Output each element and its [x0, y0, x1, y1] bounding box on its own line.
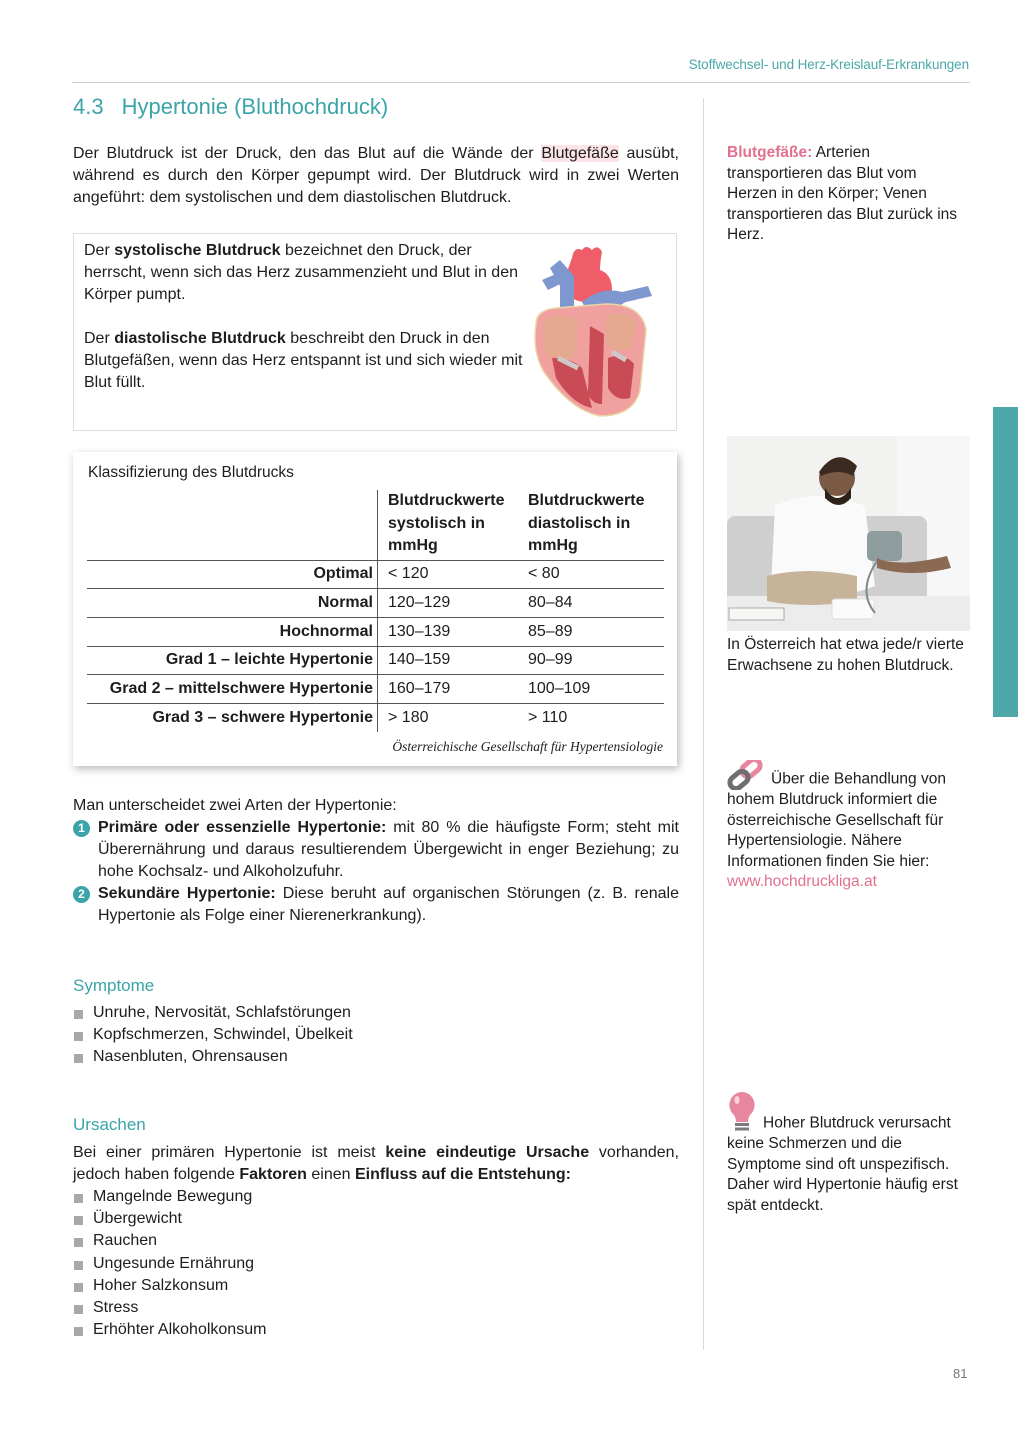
- types-list: [73, 817, 679, 927]
- list-item: Rauchen: [73, 1230, 473, 1252]
- systolic-value: 140–159: [378, 646, 519, 675]
- intro-text-1: Der Blutdruck ist der Druck, den das Blut auf die Wände der: [73, 145, 542, 162]
- running-head: Stoffwechsel- und Herz-Kreislauf-Erkrankungen: [688, 57, 969, 72]
- section-title-text: Hypertonie (Bluthochdruck): [121, 94, 389, 119]
- text: Bei einer primären Hypertonie ist meist: [73, 1144, 386, 1161]
- symptoms-list: [73, 1002, 473, 1069]
- term-diastolic: diastolische Blutdruck: [114, 330, 286, 347]
- term-systolic: systolische Blutdruck: [114, 242, 281, 259]
- category-label: Normal: [317, 594, 373, 612]
- emphasis: Einfluss auf die Entstehung:: [355, 1166, 572, 1183]
- tip-note: [727, 1090, 972, 1216]
- glossary-definition: Arterien transportieren das Blut vom Herzen in den Körper; Venen transportieren das Blut zurück ins Herz.: [727, 144, 958, 243]
- systolic-value: < 120: [378, 560, 519, 589]
- diastolic-value: < 80: [528, 565, 560, 583]
- table-row: [87, 560, 664, 589]
- link-note-text: Über die Behandlung von hohem Blutdruck informiert die österreichische Gesellschaft für Hypertensiologie. Nähere Informationen finden Sie hier:: [727, 770, 946, 870]
- symptoms-heading: Symptome: [73, 976, 155, 995]
- systolic-value: > 180: [378, 703, 519, 731]
- table-row: [87, 646, 664, 675]
- table-row: [87, 617, 664, 646]
- diastolic-value: > 110: [528, 708, 568, 726]
- chapter-tab-marker: [993, 407, 1018, 717]
- causes-heading: Ursachen: [73, 1115, 146, 1134]
- diastolic-value: 90–99: [528, 651, 573, 669]
- systolic-definition: [84, 240, 524, 306]
- text: beschreibt den Druck in den Blutgefäßen, wenn das Herz entspannt ist und sich wieder mit Blut füllt.: [84, 330, 523, 391]
- type-name: Primäre oder essenzielle Hypertonie:: [98, 819, 387, 836]
- glossary-note: [727, 143, 967, 246]
- systolic-value: 160–179: [378, 675, 519, 704]
- type-description: Diese beruht auf organischen Störungen (z. B. renale Hypertonie als Folge einer Nierenerkrankung).: [98, 885, 680, 924]
- section-number: 4.3: [73, 94, 104, 119]
- list-item: Erhöhter Alkoholkonsum: [73, 1319, 473, 1341]
- causes-list: [73, 1186, 473, 1341]
- list-item: Übergewicht: [73, 1208, 473, 1230]
- header-divider: [72, 82, 970, 83]
- photo-caption: In Österreich hat etwa jede/r vierte Erwachsene zu hohen Blutdruck.: [727, 636, 964, 674]
- list-item: Stress: [73, 1297, 473, 1319]
- classification-table: [87, 490, 664, 732]
- text: bezeichnet den Druck, der herrscht, wenn sich das Herz zusammenzieht und Blut in den Körper pumpt.: [84, 242, 518, 303]
- list-item: Nasenbluten, Ohrensausen: [73, 1046, 473, 1068]
- table-row: [87, 675, 664, 704]
- text: vorhanden, jedoch haben folgende: [73, 1144, 679, 1183]
- text: einen: [306, 1166, 355, 1183]
- table-source: Österreichische Gesellschaft für Hypertensiologie: [392, 739, 663, 754]
- glossary-term: Blutgefäße:: [727, 144, 813, 161]
- causes-intro: [73, 1142, 679, 1186]
- diastolic-value: 80–84: [528, 594, 573, 612]
- emphasis: keine eindeutige Ursache: [385, 1144, 590, 1161]
- list-item: Mangelnde Bewegung: [73, 1186, 473, 1208]
- external-link[interactable]: www.hochdruckliga.at: [727, 873, 877, 890]
- category-label: Grad 3 – schwere Hypertonie: [152, 708, 373, 726]
- list-item: [73, 817, 679, 883]
- category-label: Grad 2 – mittelschwere Hypertonie: [109, 680, 373, 698]
- number-badge-icon: 2: [73, 886, 90, 903]
- header-diastolic: Blutdruckwerte diastolisch in mmHg: [528, 492, 645, 554]
- intro-paragraph: [73, 143, 679, 209]
- glossary-term-link[interactable]: Blutgefäße: [541, 145, 619, 162]
- category-label: Hochnormal: [279, 622, 373, 640]
- systolic-value: 120–129: [378, 589, 519, 618]
- definition-text: [84, 240, 524, 416]
- intro-text-2: ausübt, während es durch den Körper gepumpt wird. Der Blutdruck wird in zwei Werten angeführt: dem systolischen und dem diastolischen Blutdruck.: [73, 145, 679, 206]
- list-item: Hoher Salzkonsum: [73, 1275, 473, 1297]
- diastolic-definition: [84, 328, 524, 394]
- section-title: [73, 94, 388, 120]
- header-cell-empty: [87, 490, 378, 560]
- blood-pressure-definition-box: [73, 233, 677, 431]
- link-icon: [727, 760, 765, 790]
- text: Der: [84, 242, 115, 259]
- type-description: mit 80 % die häufigste Form; steht mit Überernährung und daraus resultierendem Übergewicht in enger Beziehung; zu hohe Kochsalz- und Alkoholzufuhr.: [98, 819, 680, 880]
- lightbulb-icon: [727, 1090, 757, 1134]
- type-name: Sekundäre Hypertonie:: [98, 885, 276, 902]
- types-lead: Man unterscheidet zwei Arten der Hypertonie:: [73, 797, 397, 814]
- diastolic-value: 85–89: [528, 622, 573, 640]
- list-item: [73, 883, 679, 927]
- hypertension-types: [73, 795, 679, 927]
- table-row: [87, 589, 664, 618]
- diastolic-value: 100–109: [528, 680, 591, 698]
- list-item: Ungesunde Ernährung: [73, 1253, 473, 1275]
- photo-illustration: [727, 436, 970, 631]
- blood-pressure-measurement-photo: [727, 436, 970, 631]
- blood-pressure-classification-table-card: [73, 452, 677, 766]
- emphasis: Faktoren: [239, 1166, 307, 1183]
- systolic-value: 130–139: [378, 617, 519, 646]
- category-label: Optimal: [313, 565, 373, 583]
- list-item: Kopfschmerzen, Schwindel, Übelkeit: [73, 1024, 473, 1046]
- tip-note-text: Hoher Blutdruck verursacht keine Schmerzen und die Symptome sind oft unspezifisch. Daher wird Hypertonie häufig erst spät entdeckt.: [727, 1114, 958, 1214]
- page-number: 81: [953, 1366, 968, 1381]
- heart-anatomy-icon: [522, 240, 658, 420]
- text: Der: [84, 330, 115, 347]
- header-systolic: Blutdruckwerte systolisch in mmHg: [378, 490, 519, 560]
- column-divider: [703, 98, 704, 1350]
- link-note: [727, 760, 967, 893]
- table-title: Klassifizierung des Blutdrucks: [88, 464, 294, 481]
- category-label: Grad 1 – leichte Hypertonie: [165, 651, 373, 669]
- table-row: [87, 703, 664, 731]
- table-header-row: [87, 490, 664, 560]
- list-item: Unruhe, Nervosität, Schlafstörungen: [73, 1002, 473, 1024]
- number-badge-icon: 1: [73, 820, 90, 837]
